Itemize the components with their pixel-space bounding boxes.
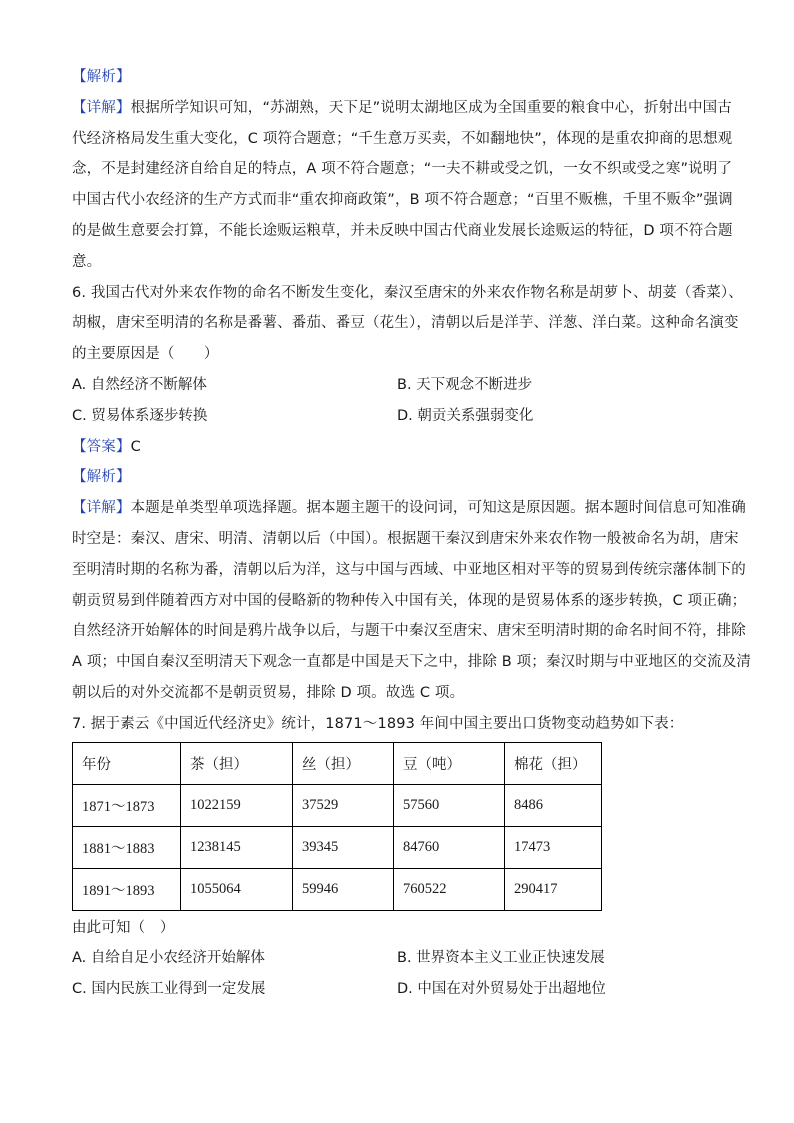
question-6-options-row [72, 370, 722, 401]
option-d: D. 朝贡关系强弱变化 [397, 407, 534, 424]
analysis-heading [72, 462, 722, 493]
explanation-line: 念，不是封建经济自给自足的特点，A 项不符合题意；“一夫不耕或受之饥，一女不织或受之寒”说明了 [72, 161, 733, 178]
table-cell: 1871～1873 [73, 784, 181, 826]
option-b: B. 世界资本主义工业正快速发展 [397, 950, 605, 967]
question-7-options-row [72, 943, 722, 974]
table-header-cell: 丝（担） [293, 742, 394, 784]
question-6-stem: 胡椒，唐宋至明清的名称是番薯、番茄、番豆（花生），清朝以后是洋芋、洋葱、洋白菜。这种命名演变 [72, 315, 739, 332]
explanation-line: 朝以后的对外交流都不是朝贡贸易，排除 D 项。故选 C 项。 [72, 684, 465, 701]
table-header-cell: 年份 [73, 742, 181, 784]
explanation-line [72, 493, 746, 524]
table-cell: 59946 [293, 868, 394, 910]
export-table [72, 742, 602, 911]
analysis-tag: 【解析】 [72, 469, 131, 486]
explanation-line: 朝贡贸易到伴随着西方对中国的侵略新的物种传入中国有关，体现的是贸易体系的逐步转换，C 项正确； [72, 592, 747, 609]
table-cell: 1055064 [181, 868, 293, 910]
table-cell: 760522 [394, 868, 505, 910]
detail-tag: 【详解】 [72, 500, 131, 517]
option-c: C. 国内民族工业得到一定发展 [72, 981, 266, 998]
question-7-stem: 7. 据于素云《中国近代经济史》统计，1871～1893 年间中国主要出口货物变动趋势如下表： [72, 715, 684, 732]
table-cell: 84760 [394, 826, 505, 868]
explanation-line: 时空是：秦汉、唐宋、明清、清朝以后（中国）。根据题干秦汉到唐宋外来农作物一般被命名为胡，唐宋 [72, 530, 739, 547]
explanation-text: 本题是单类型单项选择题。据本题主题干的设问词，可知这是原因题。据本题时间信息可知准确 [130, 500, 746, 517]
option-b: B. 天下观念不断进步 [397, 376, 533, 393]
table-cell: 1891～1893 [73, 868, 181, 910]
answer-value: C [130, 438, 141, 455]
table-cell: 290417 [505, 868, 602, 910]
table-row [73, 826, 602, 868]
question-7-prompt: 由此可知（ ） [72, 919, 175, 936]
table-cell: 17473 [505, 826, 602, 868]
explanation-line: 意。 [72, 253, 102, 270]
table-cell: 1881～1883 [73, 826, 181, 868]
explanation-line: 中国古代小农经济的生产方式而非“重农抑商政策”，B 项不符合题意；“百里不贩樵，千里不贩伞”强调 [72, 192, 733, 209]
explanation-line: 代经济格局发生重大变化，C 项符合题意；“千生意万买卖，不如翻地快”，体现的是重农抑商的思想观 [72, 130, 733, 147]
explanation-line: 的是做生意要会打算，不能长途贩运粮草，并未反映中国古代商业发展长途贩运的特征，D 项不符合题 [72, 222, 733, 239]
analysis-heading [72, 62, 722, 93]
explanation-line: A 项；中国自秦汉至明清天下观念一直都是中国是天下之中，排除 B 项；秦汉时期与中亚地区的交流及清 [72, 654, 752, 671]
question-6-stem: 的主要原因是（ ） [72, 346, 219, 363]
detail-tag: 【详解】 [72, 99, 131, 116]
question-6-options-row [72, 401, 722, 432]
table-cell: 1238145 [181, 826, 293, 868]
option-a: A. 自然经济不断解体 [72, 376, 207, 393]
table-row [73, 784, 602, 826]
table-header-cell: 茶（担） [181, 742, 293, 784]
option-d: D. 中国在对外贸易处于出超地位 [397, 981, 606, 998]
explanation-text: 根据所学知识可知，“苏湖熟，天下足”说明太湖地区成为全国重要的粮食中心，折射出中国古 [130, 99, 732, 116]
question-6-stem: 6. 我国古代对外来农作物的命名不断发生变化，秦汉至唐宋的外来农作物名称是胡萝卜、胡荽（香菜）、 [72, 284, 743, 301]
explanation-line: 至明清时期的名称为番，清朝以后为洋，这与中国与西域、中亚地区相对平等的贸易到传统宗藩体制下的 [72, 561, 746, 578]
table-cell: 39345 [293, 826, 394, 868]
option-a: A. 自给自足小农经济开始解体 [72, 950, 265, 967]
table-cell: 57560 [394, 784, 505, 826]
question-7-options-row [72, 974, 722, 1005]
table-header-row [73, 742, 602, 784]
table-row [73, 868, 602, 910]
table-cell: 1022159 [181, 784, 293, 826]
analysis-tag: 【解析】 [72, 69, 131, 85]
table-cell: 37529 [293, 784, 394, 826]
option-c: C. 贸易体系逐步转换 [72, 407, 208, 424]
explanation-line: 自然经济开始解体的时间是鸦片战争以后，与题干中秦汉至唐宋、唐宋至明清时期的命名时间不符，排除 [72, 623, 746, 640]
table-cell: 8486 [505, 784, 602, 826]
table-header-cell: 豆（吨） [394, 742, 505, 784]
document-page [72, 62, 752, 1005]
explanation-line [72, 93, 732, 124]
answer-tag: 【答案】 [72, 438, 131, 455]
table-header-cell: 棉花（担） [505, 742, 602, 784]
answer-line [72, 432, 722, 463]
